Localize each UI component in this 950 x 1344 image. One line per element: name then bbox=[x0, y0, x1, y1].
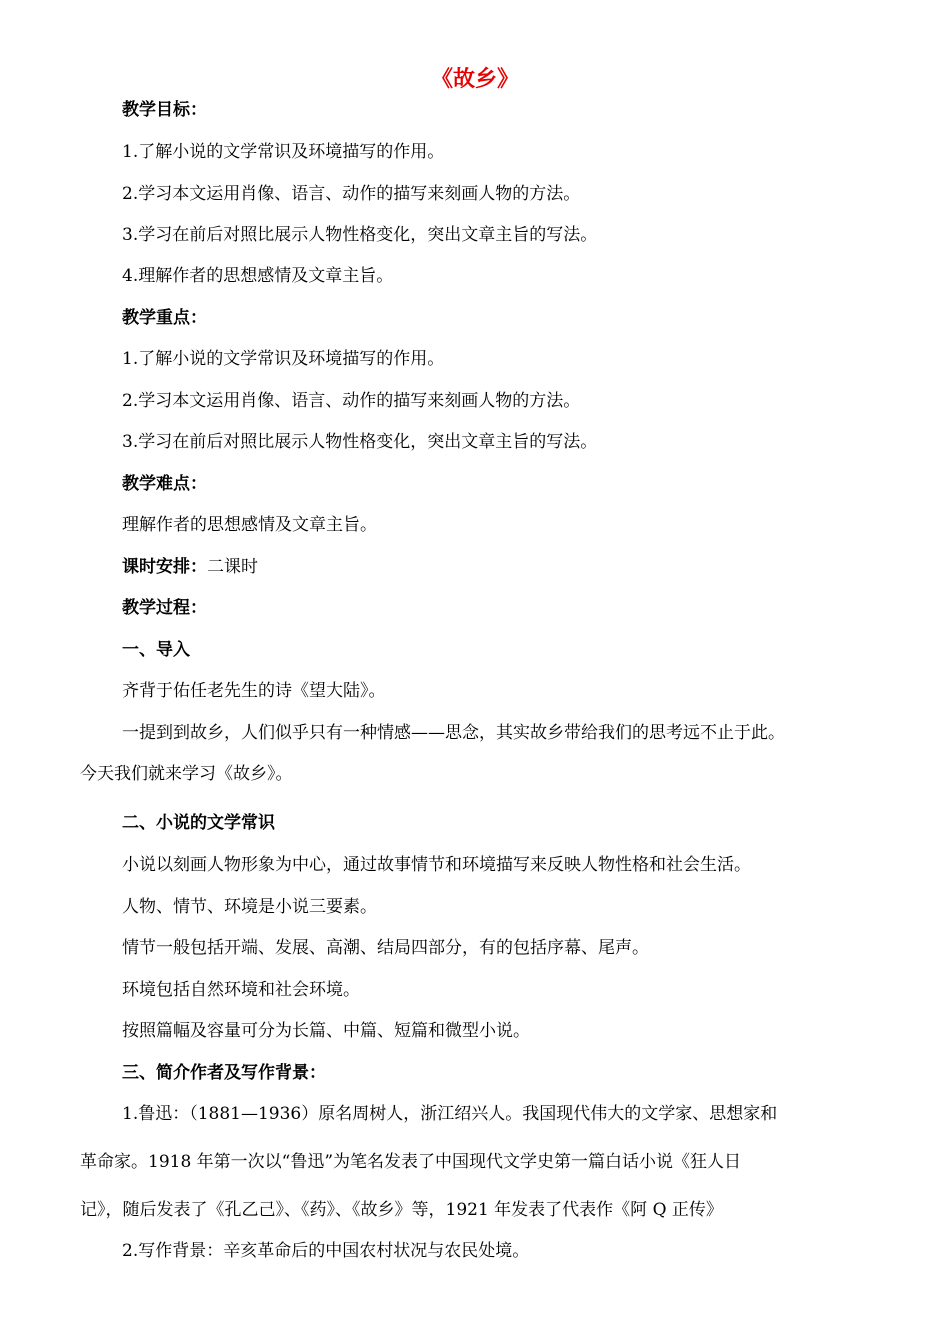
section3-author-line-1: 1.鲁迅：（1881—1936）原名周树人，浙江绍兴人。我国现代伟大的文学家、思想家和 bbox=[122, 1104, 778, 1124]
key-point-item-1: 1.了解小说的文学常识及环境描写的作用。 bbox=[122, 349, 445, 369]
section2-item-3: 情节一般包括开端、发展、高潮、结局四部分，有的包括序幕、尾声。 bbox=[122, 938, 649, 958]
document-title: 《故乡》 bbox=[430, 67, 519, 92]
difficulty-text: 理解作者的思想感情及文章主旨。 bbox=[122, 515, 377, 535]
section2-heading: 二、小说的文学常识 bbox=[122, 813, 275, 833]
section1-heading: 一、导入 bbox=[122, 640, 190, 660]
section2-item-4: 环境包括自然环境和社会环境。 bbox=[122, 980, 360, 1000]
section1-paragraph-2-line-2: 今天我们就来学习《故乡》。 bbox=[80, 764, 293, 784]
section2-item-1: 小说以刻画人物形象为中心，通过故事情节和环境描写来反映人物性格和社会生活。 bbox=[122, 855, 751, 875]
objective-item-3: 3.学习在前后对照比展示人物性格变化，突出文章主旨的写法。 bbox=[122, 225, 598, 245]
key-points-heading: 教学重点： bbox=[122, 308, 207, 328]
objective-item-4: 4.理解作者的思想感情及文章主旨。 bbox=[122, 266, 394, 286]
section3-author-line-3: 记》，随后发表了《孔乙己》、《药》、《故乡》等，1921 年发表了代表作《阿 Q 正传》 bbox=[80, 1200, 723, 1220]
difficulty-heading: 教学难点： bbox=[122, 474, 207, 494]
objective-item-1: 1.了解小说的文学常识及环境描写的作用。 bbox=[122, 142, 445, 162]
schedule-value: 二课时 bbox=[207, 557, 258, 577]
objectives-heading: 教学目标： bbox=[122, 100, 207, 120]
key-point-item-2: 2.学习本文运用肖像、语言、动作的描写来刻画人物的方法。 bbox=[122, 391, 581, 411]
section3-author-line-2: 革命家。1918 年第一次以“鲁迅”为笔名发表了中国现代文学史第一篇白话小说《狂人日 bbox=[80, 1152, 742, 1172]
section3-background: 2.写作背景：辛亥革命后的中国农村状况与农民处境。 bbox=[122, 1241, 530, 1261]
section2-item-5: 按照篇幅及容量可分为长篇、中篇、短篇和微型小说。 bbox=[122, 1021, 530, 1041]
objective-item-2: 2.学习本文运用肖像、语言、动作的描写来刻画人物的方法。 bbox=[122, 184, 581, 204]
section3-heading: 三、简介作者及写作背景： bbox=[122, 1063, 326, 1083]
section1-paragraph-1: 齐背于佑任老先生的诗《望大陆》。 bbox=[122, 681, 386, 701]
schedule-label: 课时安排： bbox=[122, 557, 207, 577]
process-heading: 教学过程： bbox=[122, 598, 207, 618]
section1-paragraph-2-line-1: 一提到到故乡，人们似乎只有一种情感——思念，其实故乡带给我们的思考远不止于此。 bbox=[122, 723, 785, 743]
section2-item-2: 人物、情节、环境是小说三要素。 bbox=[122, 897, 377, 917]
key-point-item-3: 3.学习在前后对照比展示人物性格变化，突出文章主旨的写法。 bbox=[122, 432, 598, 452]
schedule-line bbox=[122, 555, 258, 579]
